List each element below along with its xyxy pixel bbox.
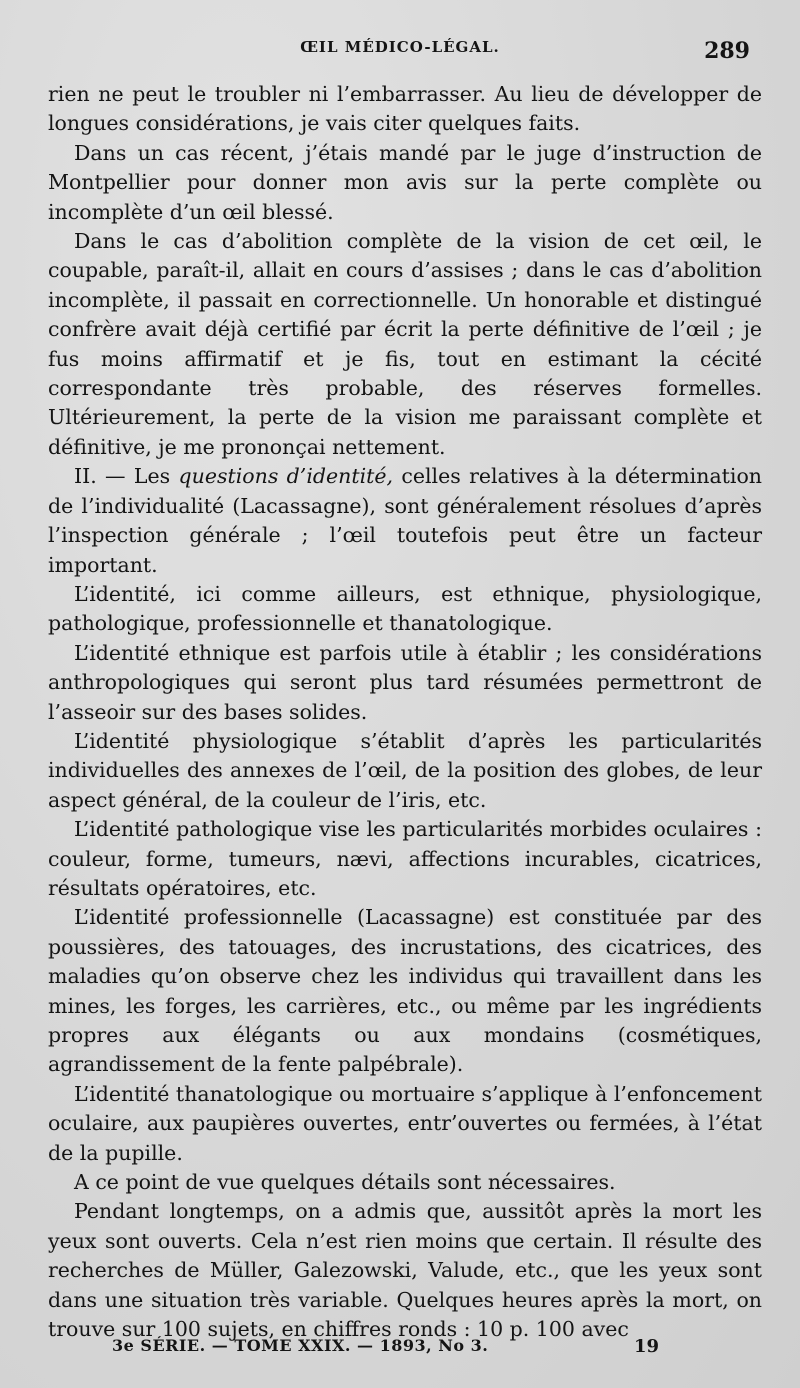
signature-line: 3e SÉRIE. — TOME XXIX. — 1893, No 3.	[112, 1336, 489, 1355]
signature-number: 19	[634, 1336, 660, 1357]
paragraph: L’identité, ici comme ailleurs, est ethnique, physiologique, pathologique, professionnelle et thanatologique.	[48, 581, 762, 636]
paragraph: rien ne peut le troubler ni l’embarrasser. Au lieu de développer de longues considérations, je vais citer quelques faits.	[48, 82, 762, 136]
paragraph	[48, 462, 762, 580]
body-text	[48, 80, 762, 1344]
running-head: ŒIL MÉDICO-LÉGAL.	[300, 38, 500, 56]
paragraph: Dans le cas d’abolition complète de la vision de cet œil, le coupable, paraît-il, allait en cours d’assises ; dans le cas d’abolition incomplète, il passait en correctionnelle. Un honorable et distingué confrère avait déjà certifié par écrit la perte définitive de l’œil ; je fus moins affirmatif et je fis, tout en estimant la cécité correspondante très probable, des réserves formelles. Ultérieurement, la perte de la vision me paraissant complète et définitive, je me prononçai nettement.	[48, 229, 762, 459]
page-header	[50, 38, 750, 78]
italic-term: questions d’identité,	[178, 464, 394, 489]
paragraph-prefix: II. — Les	[74, 464, 179, 489]
paragraph: L’identité pathologique vise les particularités morbides oculaires : couleur, forme, tumeurs, nævi, affections incurables, cicatrices, résultats opératoires, etc.	[48, 817, 762, 900]
page-footer	[112, 1336, 672, 1362]
paragraph: L’identité professionnelle (Lacassagne) est constituée par des poussières, des tatouages, des incrustations, des cicatrices, des maladies qu’on observe chez les individus qui travaillent dans les mines, les forges, les carrières, etc., ou même par les ingrédients propres aux élégants ou aux mondains (cosmétiques, agrandissement de la fente palpébrale).	[48, 905, 762, 1077]
paragraph-suffix: celles relatives à la détermination de l’individualité (Lacassagne), sont généralement résolues d’après l’inspection générale ; l’œil toutefois peut être un facteur important.	[48, 464, 763, 577]
paragraph: L’identité ethnique est parfois utile à établir ; les considérations anthropologiques qui seront plus tard résumées permettront de l’asseoir sur des bases solides.	[48, 640, 762, 724]
paragraph: L’identité thanatologique ou mortuaire s’applique à l’enfoncement oculaire, aux paupières ouvertes, entr’ouvertes ou fermées, à l’état de la pupille.	[48, 1081, 762, 1165]
paragraph: L’identité physiologique s’établit d’après les particularités individuelles des annexes de l’œil, de la position des globes, de leur aspect général, de la couleur de l’iris, etc.	[48, 728, 762, 812]
paragraph: Pendant longtemps, on a admis que, aussitôt après la mort les yeux sont ouverts. Cela n’est rien moins que certain. Il résulte des recherches de Müller, Galezowski, Valude, etc., que les yeux sont dans une situation très variable. Quelques heures après la mort, on trouve sur 100 sujets, en chiffres ronds : 10 p. 100 avec	[48, 1199, 762, 1342]
page-number: 289	[704, 38, 750, 64]
paragraph: A ce point de vue quelques détails sont nécessaires.	[74, 1170, 616, 1195]
paragraph: Dans un cas récent, j’étais mandé par le juge d’instruction de Montpellier pour donner mon avis sur la perte complète ou incomplète d’un œil blessé.	[48, 140, 762, 224]
